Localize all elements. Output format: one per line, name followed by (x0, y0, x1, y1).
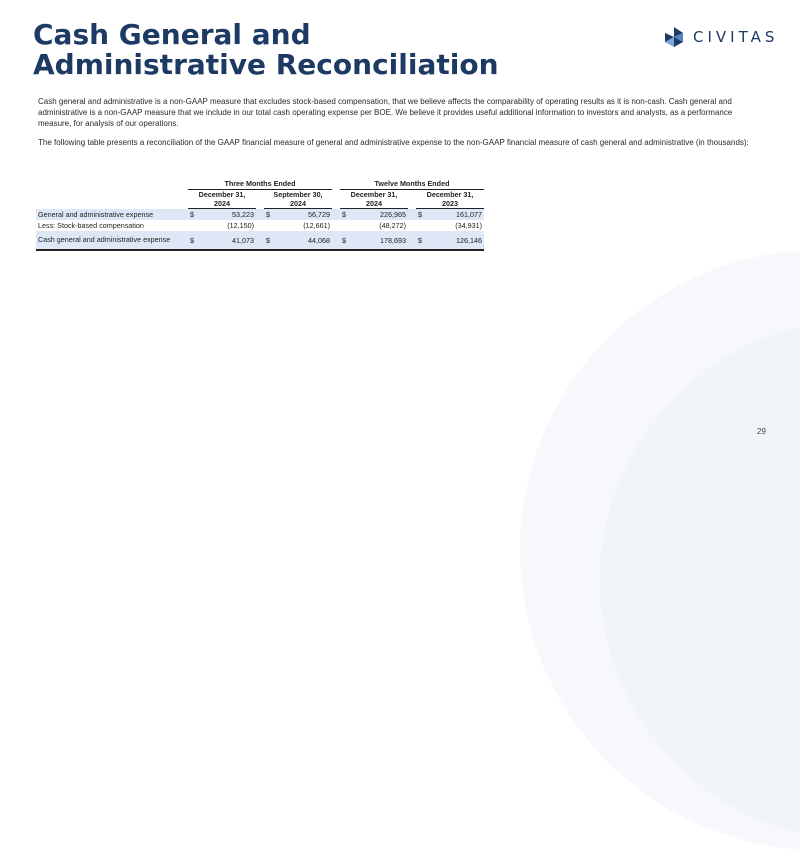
logo-wordmark: CIVITAS (693, 28, 779, 46)
cell-value: (12,150) (227, 221, 254, 230)
cell-value: 41,073 (202, 231, 256, 250)
cell-value: 161,077 (430, 209, 484, 221)
cell-value: 178,693 (354, 231, 408, 250)
table-row (36, 220, 484, 231)
intro-paragraph: Cash general and administrative is a non-GAAP measure that excludes stock-based compensation, that we believe affects the comparability of operating results as it is non-cash. Cash general and administrative is a non-GAAP measure that we include in our total cash operating expense per BOE. We believe it provides useful additional information to investors and analysts, as a performance measure, for analysis of our operations. (38, 97, 733, 128)
table-row (36, 209, 484, 221)
cell-value: (34,931) (455, 221, 482, 230)
cell-value: 56,729 (278, 209, 332, 221)
row-label: Less: Stock-based compensation (38, 221, 144, 230)
cell-value: 126,146 (430, 231, 484, 250)
currency-symbol: $ (340, 231, 354, 250)
currency-symbol (188, 220, 202, 231)
table-intro-paragraph: The following table presents a reconciliation of the GAAP financial measure of general and administrative expense to the non-GAAP financial measure of cash general and administrative (in thousands): (38, 138, 749, 147)
cell-value: 226,965 (354, 209, 408, 221)
cell-value: 53,223 (202, 209, 256, 221)
reconciliation-table (36, 178, 484, 251)
cell-value: (12,661) (303, 221, 330, 230)
currency-symbol: $ (416, 209, 430, 221)
table-row-total (36, 231, 484, 250)
cell-value: (48,272) (379, 221, 406, 230)
group-header-twelve-months: Twelve Months Ended (340, 178, 484, 190)
civitas-logo-icon (663, 26, 685, 48)
currency-symbol: $ (340, 209, 354, 221)
row-label: General and administrative expense (36, 209, 180, 221)
currency-symbol: $ (264, 209, 278, 221)
currency-symbol: $ (416, 231, 430, 250)
column-header: December 31, 2024 (188, 190, 256, 209)
currency-symbol (340, 220, 354, 231)
page-number: 29 (757, 427, 766, 436)
column-header: December 31, 2023 (416, 190, 484, 209)
currency-symbol (264, 220, 278, 231)
slide-title: Cash General and Administrative Reconciliation (33, 18, 499, 81)
cell-value: 44,068 (278, 231, 332, 250)
table-column-header-row (36, 190, 484, 209)
currency-symbol: $ (188, 209, 202, 221)
row-label: Cash general and administrative expense (36, 231, 180, 250)
civitas-logo (663, 26, 778, 48)
column-header: December 31, 2024 (340, 190, 408, 209)
currency-symbol (416, 220, 430, 231)
table-group-header-row (36, 178, 484, 190)
currency-symbol: $ (264, 231, 278, 250)
group-header-three-months: Three Months Ended (188, 178, 332, 190)
currency-symbol: $ (188, 231, 202, 250)
column-header: September 30, 2024 (264, 190, 332, 209)
